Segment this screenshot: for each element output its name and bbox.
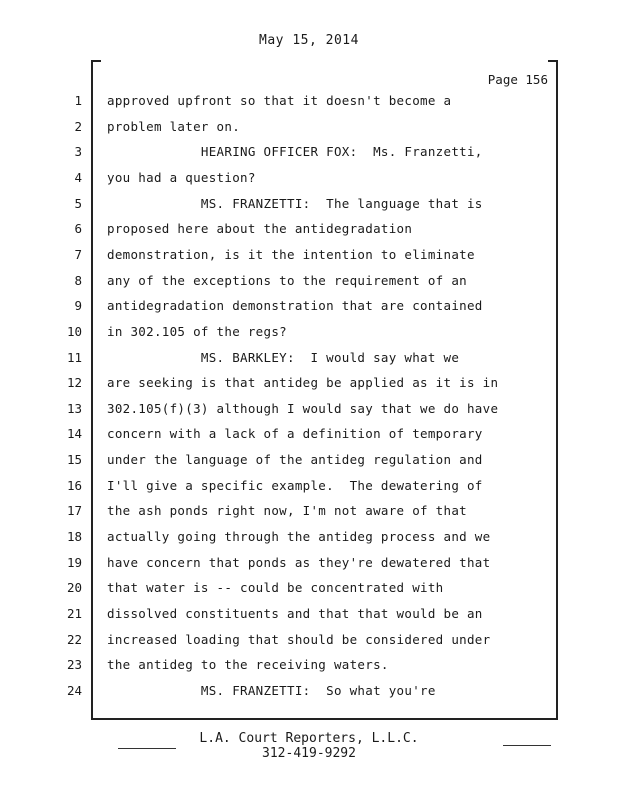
line-number: 6	[74, 221, 82, 236]
line-text: proposed here about the antidegradation	[107, 221, 413, 236]
line-text: are seeking is that antideg be applied as it is in	[107, 375, 499, 390]
page-date: May 15, 2014	[259, 33, 359, 48]
line-number: 23	[66, 657, 82, 672]
line-number: 2	[74, 119, 82, 134]
footer-rule-right	[503, 745, 551, 746]
line-text: the antideg to the receiving waters.	[107, 657, 389, 672]
line-number: 20	[66, 580, 82, 595]
line-text: have concern that ponds as they're dewatered that	[107, 555, 491, 570]
line-number: 8	[74, 273, 82, 288]
line-text: approved upfront so that it doesn't become a	[107, 93, 452, 108]
line-text: concern with a lack of a definition of temporary	[107, 426, 483, 441]
line-text: you had a question?	[107, 170, 256, 185]
line-number: 12	[66, 375, 82, 390]
line-number: 13	[66, 401, 82, 416]
transcript-page-frame	[91, 60, 558, 720]
line-number: 9	[74, 298, 82, 313]
line-number: 11	[66, 350, 82, 365]
line-number: 7	[74, 247, 82, 262]
line-number: 14	[66, 426, 82, 441]
line-text: MS. BARKLEY: I would say what we	[107, 350, 460, 365]
line-text: MS. FRANZETTI: So what you're	[107, 683, 436, 698]
line-text: MS. FRANZETTI: The language that is	[107, 196, 483, 211]
line-number: 4	[74, 170, 82, 185]
line-number: 18	[66, 529, 82, 544]
line-number: 16	[66, 478, 82, 493]
line-number: 17	[66, 503, 82, 518]
line-number: 5	[74, 196, 82, 211]
line-text: in 302.105 of the regs?	[107, 324, 287, 339]
footer-phone: 312-419-9292	[262, 746, 356, 761]
line-text: the ash ponds right now, I'm not aware of that	[107, 503, 467, 518]
footer-company: L.A. Court Reporters, L.L.C.	[199, 731, 419, 746]
line-text: demonstration, is it the intention to eliminate	[107, 247, 475, 262]
line-text: any of the exceptions to the requirement of an	[107, 273, 467, 288]
line-number: 1	[74, 93, 82, 108]
line-number: 15	[66, 452, 82, 467]
line-text: HEARING OFFICER FOX: Ms. Franzetti,	[107, 144, 483, 159]
line-number: 22	[66, 632, 82, 647]
line-text: 302.105(f)(3) although I would say that we do have	[107, 401, 499, 416]
line-number: 21	[66, 606, 82, 621]
line-text: problem later on.	[107, 119, 241, 134]
line-number: 24	[66, 683, 82, 698]
line-text: that water is -- could be concentrated with	[107, 580, 444, 595]
line-number: 3	[74, 144, 82, 159]
line-text: actually going through the antideg process and we	[107, 529, 491, 544]
line-text: I'll give a specific example. The dewatering of	[107, 478, 483, 493]
line-text: increased loading that should be considered under	[107, 632, 491, 647]
line-number: 19	[66, 555, 82, 570]
page-number: Page 156	[487, 72, 548, 87]
line-text: antidegradation demonstration that are contained	[107, 298, 483, 313]
line-text: under the language of the antideg regulation and	[107, 452, 483, 467]
line-number: 10	[66, 324, 82, 339]
line-text: dissolved constituents and that that would be an	[107, 606, 483, 621]
